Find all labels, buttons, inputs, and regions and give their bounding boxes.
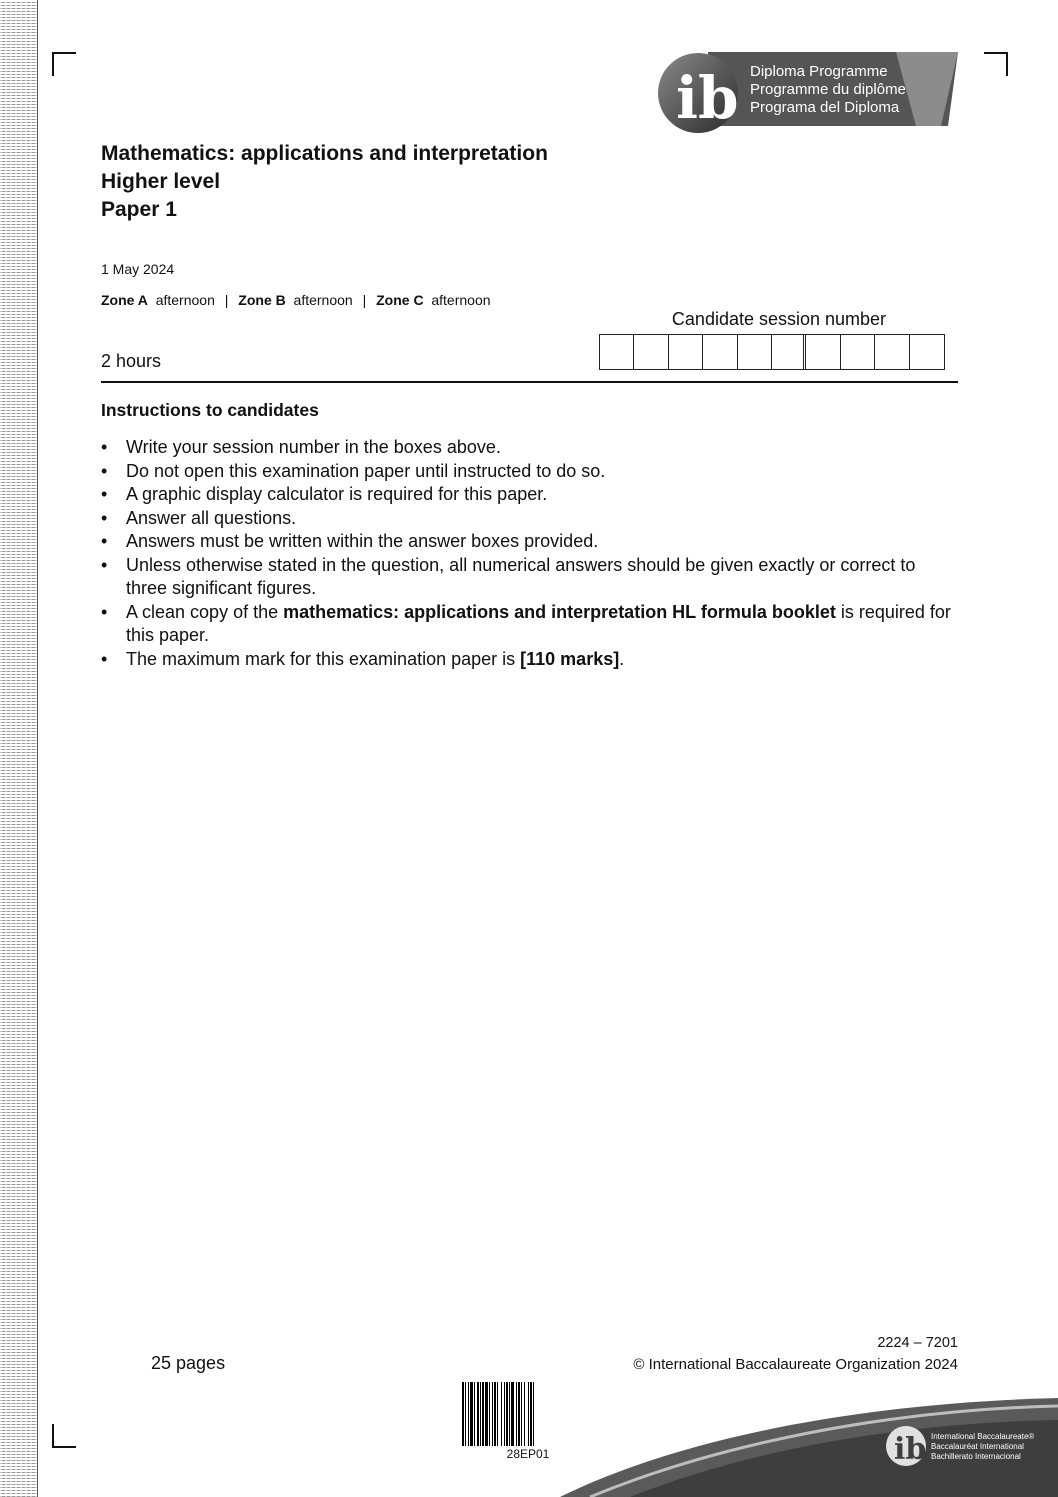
instruction-text: A clean copy of the xyxy=(126,601,284,622)
session-digit-box[interactable] xyxy=(669,335,703,369)
subject-title: Mathematics: applications and interpretation xyxy=(101,142,548,165)
ib-foot-line-3: Bachillerato Internacional xyxy=(931,1452,1021,1461)
instruction-item xyxy=(101,648,961,672)
barcode-bar xyxy=(530,1382,532,1446)
exam-date: 1 May 2024 xyxy=(101,261,175,277)
crop-mark-top-left xyxy=(52,52,76,76)
instruction-text: is required for this paper. xyxy=(126,601,951,645)
paper-code: 2224 – 7201 xyxy=(877,1335,958,1351)
paper-number: Paper 1 xyxy=(101,198,177,221)
level-title: Higher level xyxy=(101,170,221,193)
bullet: • xyxy=(101,460,108,481)
zone-c-label: Zone C xyxy=(376,292,424,308)
zone-b-label: Zone B xyxy=(238,292,286,308)
barcode-bar xyxy=(474,1382,475,1446)
instruction-bold-text: [110 marks] xyxy=(520,648,620,669)
crop-mark-top-right xyxy=(984,52,1008,76)
barcode-label: 28EP01 xyxy=(506,1447,550,1461)
instruction-item xyxy=(101,601,961,648)
barcode-bar xyxy=(521,1382,522,1446)
paper-title xyxy=(101,140,548,224)
instruction-text: The maximum mark for this examination paper is xyxy=(126,648,521,669)
barcode-bar xyxy=(497,1382,498,1446)
instructions-list xyxy=(101,436,961,671)
bullet: • xyxy=(101,531,108,551)
zone-times xyxy=(101,292,491,308)
barcode-bar xyxy=(509,1382,510,1446)
bullet: • xyxy=(101,437,108,457)
instruction-item xyxy=(101,530,961,554)
instruction-text: Answer all questions. xyxy=(126,507,297,528)
session-digit-box[interactable] xyxy=(806,335,840,369)
zone-separator: | xyxy=(224,292,229,308)
session-digit-box[interactable] xyxy=(910,335,944,369)
bullet: • xyxy=(101,507,108,528)
zone-a-label: Zone A xyxy=(101,292,148,308)
barcode-bar xyxy=(528,1382,529,1446)
barcode-bar xyxy=(462,1382,464,1446)
instruction-text: A graphic display calculator is required for this paper. xyxy=(126,484,548,504)
instruction-bold-text: mathematics: applications and interpretation HL formula booklet xyxy=(283,601,836,622)
ib-diploma-logo xyxy=(656,52,958,134)
ib-footer-logo xyxy=(884,1424,1034,1468)
zone-c-time: afternoon xyxy=(431,292,491,308)
zone-separator: | xyxy=(362,292,367,308)
barcode-bar xyxy=(485,1382,488,1446)
bullet: • xyxy=(101,601,108,622)
instruction-text: Unless otherwise stated in the question, all numerical answers should be given exactly or correct to three significant figures. xyxy=(126,554,916,598)
logo-line-1: Diploma Programme xyxy=(750,63,888,80)
ib-footer-mark: ib xyxy=(894,1432,927,1467)
session-digit-box[interactable] xyxy=(738,335,772,369)
barcode-bar xyxy=(470,1382,473,1446)
bullet: • xyxy=(101,484,108,504)
session-digit-box[interactable] xyxy=(634,335,668,369)
barcode-bar xyxy=(494,1382,496,1446)
instruction-item xyxy=(101,507,961,531)
barcode-bar xyxy=(524,1382,525,1446)
barcode-bar xyxy=(511,1382,514,1446)
barcode-bar xyxy=(501,1382,502,1446)
barcode-bar xyxy=(506,1382,508,1446)
instruction-item xyxy=(101,483,961,507)
ib-foot-line-2: Baccalauréat International xyxy=(931,1442,1024,1451)
barcode-bar xyxy=(482,1382,484,1446)
session-digit-box[interactable] xyxy=(841,335,875,369)
barcode-bar xyxy=(489,1382,490,1446)
bullet: • xyxy=(101,554,108,575)
binding-strip xyxy=(0,0,38,1497)
barcode-bar xyxy=(492,1382,493,1446)
instruction-item xyxy=(101,436,961,460)
barcode-bar xyxy=(468,1382,469,1446)
barcode-bar xyxy=(477,1382,479,1446)
session-digit-box[interactable] xyxy=(703,335,737,369)
zone-a-time: afternoon xyxy=(155,292,215,308)
zone-b-time: afternoon xyxy=(293,292,353,308)
divider xyxy=(101,381,958,383)
barcode-bar xyxy=(518,1382,520,1446)
ib-foot-line-1: International Baccalaureate® xyxy=(931,1432,1034,1441)
barcode-bar xyxy=(504,1382,505,1446)
barcode-bar xyxy=(480,1382,481,1446)
barcode-bar xyxy=(533,1382,534,1446)
bullet: • xyxy=(101,648,108,669)
ib-logo-mark: ib xyxy=(676,64,739,132)
exam-duration: 2 hours xyxy=(101,351,162,371)
page-count: 25 pages xyxy=(151,1353,226,1373)
candidate-session-label: Candidate session number xyxy=(671,309,887,329)
instruction-item xyxy=(101,460,961,484)
session-digit-box[interactable] xyxy=(875,335,909,369)
instruction-text: . xyxy=(619,648,625,669)
session-digit-box[interactable] xyxy=(600,335,634,369)
barcode-bar xyxy=(516,1382,517,1446)
copyright: © International Baccalaureate Organization 2024 xyxy=(633,1356,958,1373)
session-digit-box[interactable] xyxy=(772,335,806,369)
instructions-heading: Instructions to candidates xyxy=(101,400,319,420)
instruction-text: Write your session number in the boxes above. xyxy=(126,437,501,457)
candidate-session-boxes xyxy=(599,334,945,370)
instruction-text: Do not open this examination paper until instructed to do so. xyxy=(126,460,606,481)
instruction-text: Answers must be written within the answer boxes provided. xyxy=(126,531,599,551)
instruction-item xyxy=(101,554,961,601)
logo-line-2: Programme du diplôme xyxy=(750,81,906,98)
logo-line-3: Programa del Diploma xyxy=(750,99,900,116)
barcode-bar xyxy=(465,1382,466,1446)
crop-mark-bottom-left xyxy=(52,1424,76,1448)
